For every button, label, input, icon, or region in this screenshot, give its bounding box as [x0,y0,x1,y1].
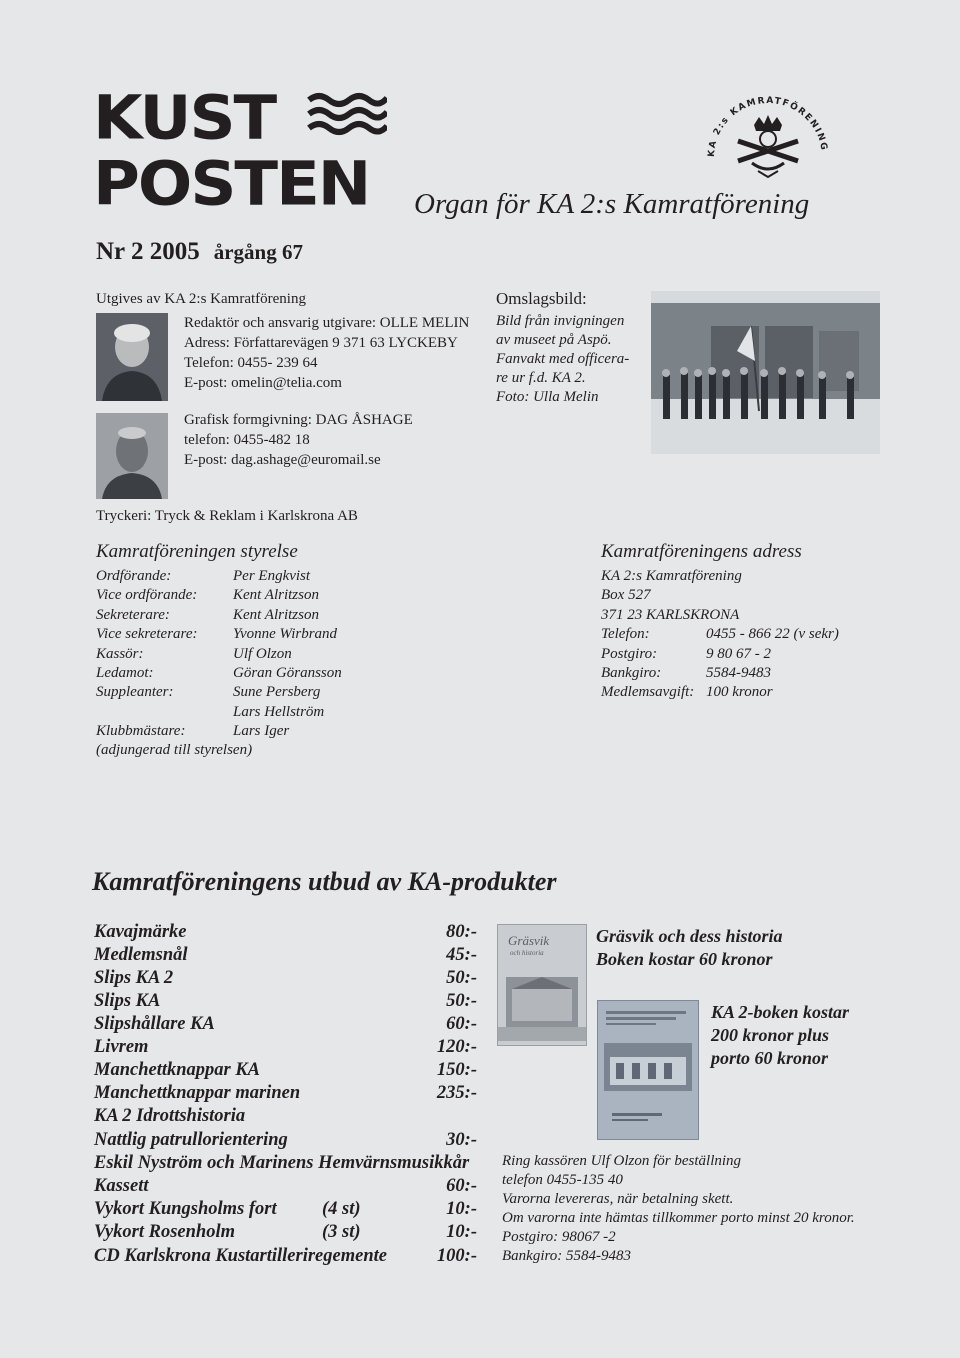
ka2-book-shipping: porto 60 kronor [711,1048,829,1068]
board-name: Sune Persberg [233,684,321,700]
board-note: (adjungerad till styrelsen) [96,742,253,758]
editor-name: Redaktör och ansvarig utgivare: OLLE MELIN [184,315,470,331]
cover-photo [651,291,880,454]
product-price: 150:- [436,1060,477,1080]
product-name: Slipshållare KA [94,1014,215,1034]
product-name: Manchettknappar marinen [94,1083,301,1103]
board-role: Vice ordförande: [96,587,198,603]
cover-caption [496,289,629,407]
board-name: Göran Göransson [233,665,342,681]
board-role: Ledamot: [96,665,154,681]
address-label: Medlemsavgift: [601,684,695,700]
cover-line: re ur f.d. KA 2. [496,370,586,386]
board-heading: Kamratföreningen styrelse [96,541,298,562]
product-qty: (4 st) [322,1199,361,1219]
address-label: Bankgiro: [601,665,662,681]
editor-portrait [96,313,168,401]
publisher-line: Utgives av KA 2:s Kamratförening [96,291,306,307]
cover-line: av museet på Aspö. [496,332,612,348]
volume-label: årgång 67 [213,240,303,264]
cover-heading: Omslagsbild: [496,289,587,308]
address-line: KA 2:s Kamratförening [601,568,742,584]
ka2-book-cover [597,1000,699,1140]
product-name: Eskil Nyström och Marinens Hemvärnsmusikkår [94,1153,470,1173]
product-name: Vykort Rosenholm [94,1222,235,1242]
address-value: 5584-9483 [706,665,771,681]
product-price: 60:- [446,1176,477,1196]
product-name: Manchettknappar KA [94,1060,261,1080]
board-name: Per Engkvist [233,568,311,584]
product-name: Kassett [94,1176,149,1196]
designer-portrait [96,413,168,499]
address-value: 0455 - 866 22 (v sekr) [706,626,839,642]
address-label: Postgiro: [601,646,658,662]
board-name: Yvonne Wirbrand [233,626,338,642]
editor-address: Adress: Författarevägen 9 371 63 LYCKEBY [184,335,458,351]
cover-line: Fanvakt med officera- [496,351,630,367]
address-line: 371 23 KARLSKRONA [601,607,740,623]
order-info-line: Postgiro: 98067 -2 [502,1229,616,1245]
product-price: 45:- [446,945,477,965]
masthead-kust: KUST [93,83,276,154]
organ-subtitle: Organ för KA 2:s Kamratförening [414,188,810,220]
product-price: 30:- [446,1130,477,1150]
designer-info [184,410,413,470]
product-name: KA 2 Idrottshistoria [94,1106,246,1126]
waves-icon [307,92,387,140]
product-name: Kavajmärke [94,922,187,942]
product-name: Nattlig patrullorientering [94,1130,288,1150]
board-role: Suppleanter: [96,684,174,700]
address-label: Telefon: [601,626,650,642]
cover-line: Bild från invigningen [496,313,625,329]
issue-number: Nr 2 2005 årgång 67 [96,238,303,265]
product-price: 60:- [446,1014,477,1034]
product-price: 10:- [446,1199,477,1219]
address-line: Box 527 [601,587,651,603]
product-name: Medlemsnål [94,945,188,965]
grasvik-cover-title: Gräsvik [508,933,550,948]
board-name: Lars Hellström [233,704,325,720]
product-price: 80:- [446,922,477,942]
ka2-book-price: 200 kronor plus [711,1025,830,1045]
order-info [502,1152,855,1266]
board-role: Klubbmästare: [96,723,186,739]
order-info-line: Bankgiro: 5584-9483 [502,1248,632,1264]
grasvik-book-title: Gräsvik och dess historia [596,926,783,946]
address-heading: Kamratföreningens adress [601,541,802,562]
product-price: 10:- [446,1222,477,1242]
designer-phone: telefon: 0455-482 18 [184,432,310,448]
board-name: Kent Alritzson [233,607,319,623]
board-name: Kent Alritzson [233,587,319,603]
order-info-line: Om varorna inte hämtas tillkommer porto minst 20 kronor. [502,1210,855,1226]
product-qty: (3 st) [322,1222,361,1242]
editor-email: E-post: omelin@telia.com [184,375,342,391]
board-name: Lars Iger [233,723,290,739]
ka2-book-title: KA 2-boken kostar [711,1002,850,1022]
association-emblem-icon [702,95,832,185]
address-value: 9 80 67 - 2 [706,646,771,662]
cover-photo-credit: Foto: Ulla Melin [496,389,599,405]
order-info-line: telefon 0455-135 40 [502,1172,623,1188]
product-price: 100:- [436,1246,477,1266]
ka2-book-text [711,1001,849,1070]
order-info-line: Ring kassören Ulf Olzon för beställning [502,1153,742,1169]
products-heading: Kamratföreningens utbud av KA-produkter [92,867,557,896]
printer-line: Tryckeri: Tryck & Reklam i Karlskrona AB [96,508,358,524]
board-role: Kassör: [96,646,144,662]
product-name: Vykort Kungsholms fort [94,1199,277,1219]
product-name: CD Karlskrona Kustartilleriregemente [94,1246,387,1266]
editor-info [184,313,469,393]
product-price: 235:- [436,1083,477,1103]
svg-text:KA 2:s KAMRATFÖRENING: KA 2:s KAMRATFÖRENING [706,95,829,158]
masthead-posten: POSTEN [93,149,370,220]
grasvik-book-price: Boken kostar 60 kronor [596,949,773,969]
order-info-line: Varorna levereras, när betalning skett. [502,1191,734,1207]
board-role: Sekreterare: [96,607,170,623]
board-role: Ordförande: [96,568,172,584]
grasvik-cover-subtitle: och historia [510,949,544,957]
board-name: Ulf Olzon [233,646,292,662]
product-name: Slips KA [94,991,161,1011]
designer-email: E-post: dag.ashage@euromail.se [184,452,381,468]
product-price: 50:- [446,968,477,988]
designer-name: Grafisk formgivning: DAG ÅSHAGE [184,412,413,428]
product-price: 120:- [436,1037,477,1057]
address-value: 100 kronor [706,684,773,700]
board-role: Vice sekreterare: [96,626,198,642]
editor-phone: Telefon: 0455- 239 64 [184,355,318,371]
product-price: 50:- [446,991,477,1011]
product-name: Slips KA 2 [94,968,174,988]
grasvik-book-text [596,925,783,971]
product-name: Livrem [94,1037,149,1057]
grasvik-book-cover [497,924,587,1046]
